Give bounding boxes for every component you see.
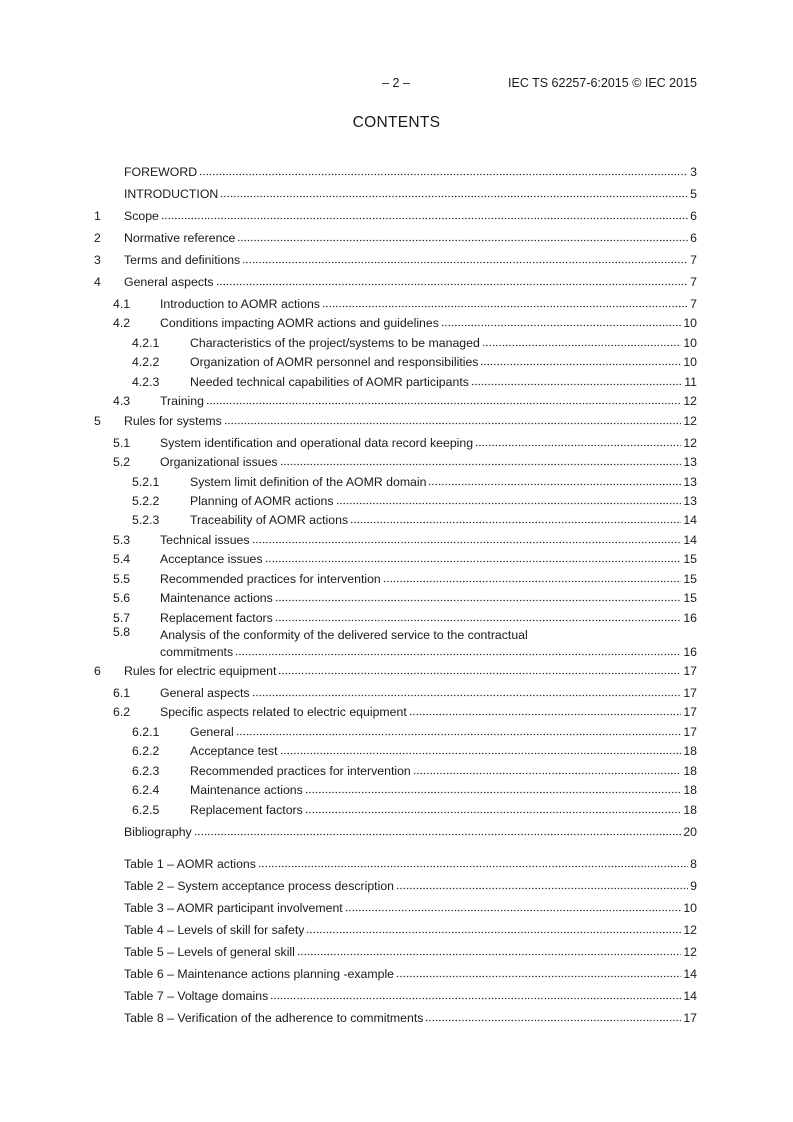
dot-leader bbox=[306, 922, 681, 934]
entry-number: 3 bbox=[94, 253, 101, 267]
entry-page[interactable]: 15 bbox=[683, 571, 697, 586]
entry-number: 6.2.3 bbox=[132, 763, 160, 778]
entry-title[interactable]: Table 7 – Voltage domains bbox=[124, 989, 269, 1003]
dot-leader bbox=[471, 374, 682, 386]
dot-leader bbox=[216, 274, 689, 286]
entry-title[interactable]: Planning of AOMR actions bbox=[190, 493, 334, 508]
entry-number: 6 bbox=[94, 664, 101, 678]
toc-entry[interactable] bbox=[94, 700, 697, 719]
dot-leader bbox=[161, 208, 688, 220]
toc-entry[interactable] bbox=[94, 817, 697, 839]
entry-number: 5.3 bbox=[113, 532, 131, 547]
dot-leader bbox=[280, 454, 682, 466]
entry-number: 5.2 bbox=[113, 455, 131, 470]
table-list-entry[interactable] bbox=[94, 871, 697, 893]
toc-entry[interactable] bbox=[94, 369, 697, 388]
toc-entry[interactable] bbox=[94, 267, 697, 289]
document-reference: IEC TS 62257-6:2015 © IEC 2015 bbox=[508, 76, 697, 90]
table-list-entry[interactable] bbox=[94, 981, 697, 1003]
entry-title[interactable]: Replacement factors bbox=[160, 610, 273, 625]
entry-page[interactable]: 17 bbox=[683, 724, 697, 739]
entry-page[interactable]: 16 bbox=[683, 610, 697, 625]
dot-leader bbox=[396, 878, 688, 890]
entry-page[interactable]: 17 bbox=[683, 686, 697, 700]
toc-entry[interactable] bbox=[94, 625, 697, 659]
entry-number: 5.2.1 bbox=[132, 474, 160, 489]
table-list-entry[interactable] bbox=[94, 1003, 697, 1025]
page-number: – 2 – bbox=[382, 76, 410, 90]
dot-leader bbox=[252, 532, 682, 544]
dot-leader bbox=[206, 393, 681, 405]
toc-entry[interactable] bbox=[94, 179, 697, 201]
entry-page[interactable]: 13 bbox=[683, 474, 697, 489]
entry-title[interactable]: Scope bbox=[124, 209, 159, 223]
dot-leader bbox=[242, 252, 688, 264]
entry-number: 6.2.1 bbox=[132, 724, 160, 739]
entry-number: 4.1 bbox=[113, 297, 131, 311]
entry-number: 5.5 bbox=[113, 571, 131, 586]
toc-entry[interactable] bbox=[94, 586, 697, 605]
entry-title[interactable]: Conditions impacting AOMR actions and guidelines bbox=[160, 316, 439, 331]
entry-page[interactable]: 13 bbox=[683, 455, 697, 470]
entry-page[interactable]: 18 bbox=[683, 783, 697, 798]
entry-page[interactable]: 3 bbox=[690, 165, 697, 179]
entry-title[interactable]: Table 2 – System acceptance process description bbox=[124, 879, 394, 893]
toc-entry[interactable] bbox=[94, 605, 697, 624]
entry-title[interactable]: Specific aspects related to electric equipment bbox=[160, 705, 407, 720]
toc-entry[interactable] bbox=[94, 489, 697, 508]
entry-body bbox=[160, 625, 697, 659]
list-of-tables bbox=[94, 849, 697, 1025]
entry-title[interactable]: FOREWORD bbox=[124, 165, 198, 179]
entry-title[interactable]: Needed technical capabilities of AOMR participants bbox=[190, 374, 469, 389]
entry-number: 5.6 bbox=[113, 591, 131, 606]
entry-title[interactable]: Table 5 – Levels of general skill bbox=[124, 945, 295, 959]
entry-page[interactable]: 12 bbox=[683, 923, 697, 937]
entry-page[interactable]: 10 bbox=[683, 355, 697, 370]
entry-title[interactable]: Organizational issues bbox=[160, 455, 278, 470]
entry-number: 5.8 bbox=[113, 624, 131, 639]
entry-title[interactable]: Table 3 – AOMR participant involvement bbox=[124, 901, 343, 915]
entry-title[interactable]: Terms and definitions bbox=[124, 253, 241, 267]
toc-entry[interactable] bbox=[94, 758, 697, 777]
dot-leader bbox=[305, 802, 682, 814]
entry-title[interactable]: General aspects bbox=[160, 686, 250, 700]
entry-title[interactable]: Technical issues bbox=[160, 532, 250, 547]
dot-leader bbox=[413, 763, 682, 775]
entry-line bbox=[160, 643, 697, 659]
entry-page[interactable]: 6 bbox=[690, 231, 697, 245]
dot-leader bbox=[278, 663, 681, 675]
entry-number: 5.2.2 bbox=[132, 493, 160, 508]
entry-page[interactable]: 7 bbox=[690, 253, 697, 267]
table-list-entry[interactable] bbox=[94, 959, 697, 981]
entry-number: 4.3 bbox=[113, 394, 131, 409]
entry-number: 5.1 bbox=[113, 435, 131, 450]
entry-title[interactable]: General aspects bbox=[124, 275, 214, 289]
entry-title[interactable]: Analysis of the conformity of the delivered service to the contractual bbox=[160, 627, 528, 642]
entry-page[interactable]: 17 bbox=[683, 1011, 697, 1025]
entry-title[interactable]: General bbox=[190, 724, 234, 739]
entry-number: 5.2.3 bbox=[132, 513, 160, 528]
entry-number: 5.7 bbox=[113, 610, 131, 625]
dot-leader bbox=[480, 354, 681, 366]
dot-leader bbox=[475, 435, 681, 447]
toc-entry[interactable] bbox=[94, 408, 697, 427]
dot-leader bbox=[275, 590, 682, 602]
dot-leader bbox=[224, 413, 682, 425]
entry-title[interactable]: Bibliography bbox=[124, 824, 192, 839]
entry-page[interactable]: 8 bbox=[690, 857, 697, 871]
entry-title-continued[interactable]: commitments bbox=[160, 644, 234, 659]
dot-leader bbox=[345, 900, 682, 912]
dot-leader bbox=[297, 944, 681, 956]
entry-page[interactable]: 17 bbox=[683, 664, 697, 678]
entry-title[interactable]: INTRODUCTION bbox=[124, 187, 219, 201]
entry-title[interactable]: Maintenance actions bbox=[160, 591, 273, 606]
dot-leader bbox=[441, 315, 681, 327]
dot-leader bbox=[322, 296, 688, 308]
entry-number: 4.2 bbox=[113, 316, 131, 331]
toc-entry[interactable] bbox=[94, 739, 697, 758]
entry-page[interactable]: 7 bbox=[690, 275, 697, 289]
entry-page[interactable]: 12 bbox=[683, 413, 697, 428]
entry-number: 6.2.2 bbox=[132, 744, 160, 759]
entry-number: 4.2.1 bbox=[132, 335, 160, 350]
entry-number: 5.4 bbox=[113, 552, 131, 567]
entry-title[interactable]: Recommended practices for intervention bbox=[160, 571, 381, 586]
entry-page[interactable]: 10 bbox=[683, 316, 697, 331]
entry-page[interactable]: 10 bbox=[683, 901, 697, 915]
entry-title[interactable]: Organization of AOMR personnel and responsibilities bbox=[190, 355, 479, 370]
dot-leader bbox=[199, 164, 688, 176]
entry-title[interactable]: System limit definition of the AOMR domain bbox=[190, 474, 427, 489]
dot-leader bbox=[428, 474, 681, 486]
dot-leader bbox=[350, 512, 681, 524]
entry-title[interactable]: Table 8 – Verification of the adherence to commitments bbox=[124, 1011, 424, 1025]
toc-entry[interactable] bbox=[94, 350, 697, 369]
entry-page[interactable]: 12 bbox=[683, 945, 697, 959]
entry-title[interactable]: Training bbox=[160, 394, 204, 409]
entry-number: 4.2.2 bbox=[132, 355, 160, 370]
table-list-entry[interactable] bbox=[94, 915, 697, 937]
contents-title: CONTENTS bbox=[352, 114, 441, 131]
toc-entry[interactable] bbox=[94, 797, 697, 816]
entry-title[interactable]: Traceability of AOMR actions bbox=[190, 513, 349, 528]
dot-leader bbox=[237, 230, 688, 242]
entry-page[interactable]: 7 bbox=[690, 297, 697, 311]
entry-title[interactable]: Rules for electric equipment bbox=[124, 664, 277, 678]
dot-leader bbox=[252, 685, 682, 697]
entry-page[interactable]: 14 bbox=[683, 967, 697, 981]
entry-title[interactable]: Replacement factors bbox=[190, 802, 303, 817]
dot-leader bbox=[383, 571, 682, 583]
entry-page[interactable]: 18 bbox=[683, 763, 697, 778]
dot-leader bbox=[336, 493, 682, 505]
entry-title[interactable]: Acceptance test bbox=[190, 744, 278, 759]
entry-page[interactable]: 12 bbox=[683, 435, 697, 450]
entry-title[interactable]: Recommended practices for intervention bbox=[190, 763, 411, 778]
entry-title[interactable]: Table 6 – Maintenance actions planning -example bbox=[124, 967, 395, 981]
entry-title[interactable]: Rules for systems bbox=[124, 413, 222, 428]
entry-page[interactable]: 14 bbox=[683, 989, 697, 1003]
entry-page[interactable]: 10 bbox=[683, 335, 697, 350]
toc-entry[interactable] bbox=[94, 527, 697, 546]
dot-leader bbox=[270, 988, 681, 1000]
entry-number: 6.1 bbox=[113, 686, 131, 700]
toc-entry[interactable] bbox=[94, 659, 697, 678]
dot-leader bbox=[305, 782, 682, 794]
entry-title[interactable]: System identification and operational data record keeping bbox=[160, 435, 474, 450]
entry-page[interactable]: 14 bbox=[683, 532, 697, 547]
dot-leader bbox=[425, 1010, 681, 1022]
entry-number: 4 bbox=[94, 275, 101, 289]
dot-leader bbox=[275, 610, 682, 622]
entry-page[interactable]: 15 bbox=[683, 552, 697, 567]
entry-page[interactable]: 5 bbox=[690, 187, 697, 201]
toc-entry[interactable] bbox=[94, 245, 697, 267]
dot-leader bbox=[236, 724, 682, 736]
entry-page[interactable]: 6 bbox=[690, 209, 697, 223]
entry-title[interactable]: Table 1 – AOMR actions bbox=[124, 857, 256, 871]
entry-title[interactable]: Introduction to AOMR actions bbox=[160, 297, 320, 311]
entry-page[interactable]: 17 bbox=[683, 705, 697, 720]
toc-entry[interactable] bbox=[94, 311, 697, 330]
toc-entry[interactable] bbox=[94, 389, 697, 408]
table-list-entry[interactable] bbox=[94, 849, 697, 871]
dot-leader bbox=[235, 644, 681, 656]
entry-page[interactable]: 16 bbox=[683, 644, 697, 659]
toc-entry[interactable] bbox=[94, 469, 697, 488]
entry-number: 4.2.3 bbox=[132, 374, 160, 389]
entry-page[interactable]: 18 bbox=[683, 744, 697, 759]
toc-entry[interactable] bbox=[94, 428, 697, 450]
entry-title[interactable]: Table 4 – Levels of skill for safety bbox=[124, 923, 305, 937]
entry-page[interactable]: 11 bbox=[684, 374, 697, 389]
entry-number: 6.2.5 bbox=[132, 802, 160, 817]
toc-entry[interactable] bbox=[94, 719, 697, 738]
table-list-entry[interactable] bbox=[94, 937, 697, 959]
entry-number: 6.2 bbox=[113, 705, 131, 720]
table-of-contents bbox=[94, 157, 697, 839]
entry-page[interactable]: 15 bbox=[683, 591, 697, 606]
toc-entry[interactable] bbox=[94, 289, 697, 311]
entry-number: 2 bbox=[94, 231, 101, 245]
entry-number: 6.2.4 bbox=[132, 783, 160, 798]
dot-leader bbox=[194, 824, 682, 836]
entry-number: 1 bbox=[94, 209, 101, 223]
dot-leader bbox=[265, 551, 682, 563]
dot-leader bbox=[409, 704, 682, 716]
dot-leader bbox=[396, 966, 681, 978]
toc-entry[interactable] bbox=[94, 330, 697, 349]
dot-leader bbox=[220, 186, 688, 198]
entry-number: 5 bbox=[94, 413, 101, 428]
toc-entry[interactable] bbox=[94, 566, 697, 585]
dot-leader bbox=[482, 335, 682, 347]
toc-entry[interactable] bbox=[94, 223, 697, 245]
toc-entry[interactable] bbox=[94, 450, 697, 469]
entry-page[interactable]: 20 bbox=[683, 824, 697, 839]
toc-entry[interactable] bbox=[94, 547, 697, 566]
entry-page[interactable]: 9 bbox=[690, 879, 697, 893]
entry-title[interactable]: Characteristics of the project/systems to be managed bbox=[190, 335, 480, 350]
toc-entry[interactable] bbox=[94, 201, 697, 223]
dot-leader bbox=[258, 856, 688, 868]
table-list-entry[interactable] bbox=[94, 893, 697, 915]
entry-page[interactable]: 18 bbox=[683, 802, 697, 817]
entry-page[interactable]: 13 bbox=[683, 493, 697, 508]
dot-leader bbox=[280, 743, 682, 755]
entry-page[interactable]: 12 bbox=[683, 394, 697, 409]
toc-entry[interactable] bbox=[94, 778, 697, 797]
entry-title[interactable]: Acceptance issues bbox=[160, 552, 263, 567]
entry-page[interactable]: 14 bbox=[683, 513, 697, 528]
toc-entry[interactable] bbox=[94, 678, 697, 700]
toc-entry[interactable] bbox=[94, 157, 697, 179]
entry-title[interactable]: Maintenance actions bbox=[190, 783, 303, 798]
toc-entry[interactable] bbox=[94, 508, 697, 527]
entry-title[interactable]: Normative reference bbox=[124, 231, 236, 245]
